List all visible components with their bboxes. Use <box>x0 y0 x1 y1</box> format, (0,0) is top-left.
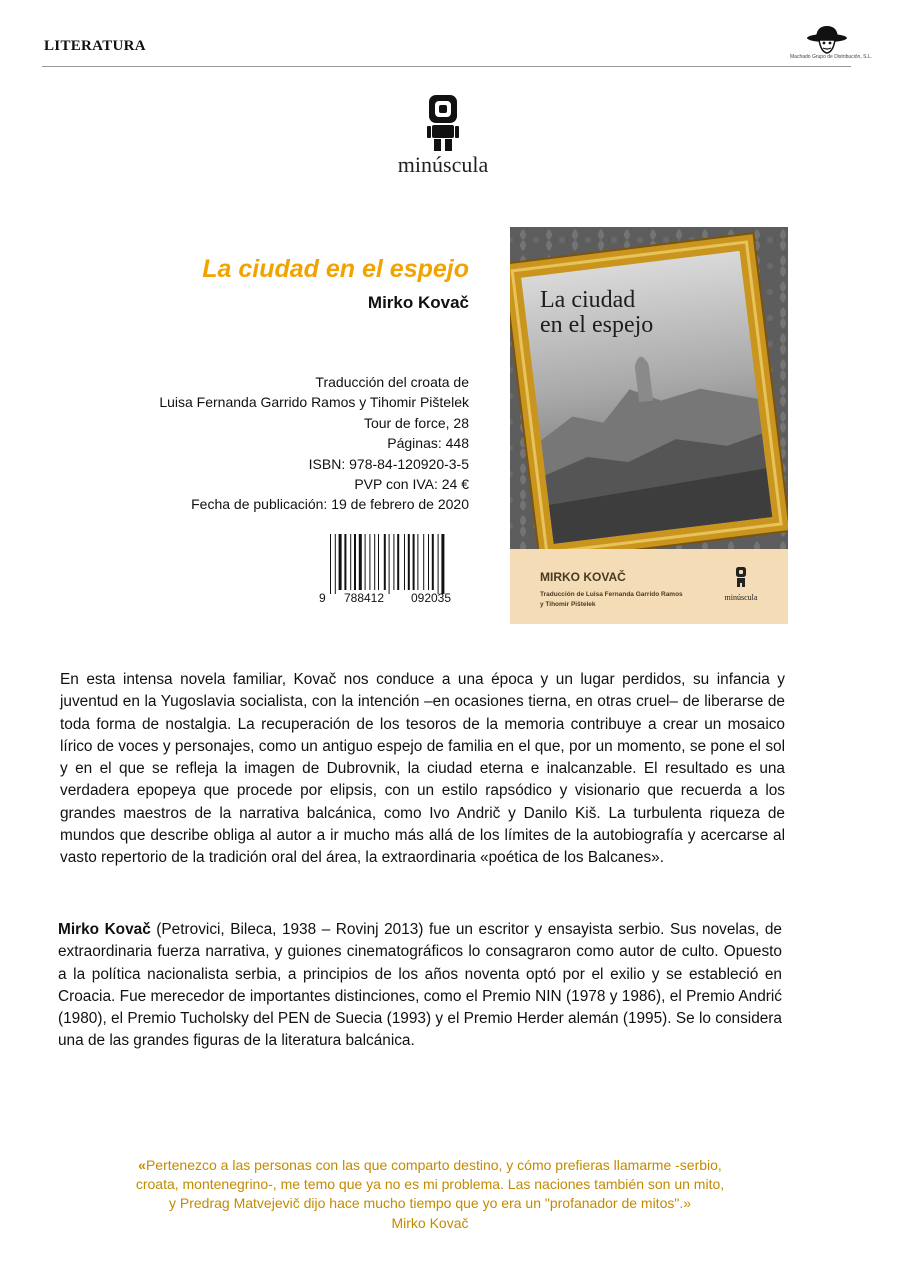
author-bio <box>58 919 782 1053</box>
translation-line: Traducción del croata de <box>315 374 469 390</box>
barcode-bar <box>413 534 415 590</box>
barcode-bar <box>417 534 418 590</box>
book-title: La ciudad en el espejo <box>202 255 469 283</box>
pages-line: Páginas: 448 <box>387 435 469 452</box>
minuscula-logo-icon <box>425 94 461 152</box>
cover-publisher: minúscula <box>724 593 758 602</box>
cover-translators-line1: Traducción de Luisa Fernanda Garrido Ramos <box>540 591 683 598</box>
quote-open-mark: « <box>138 1157 146 1173</box>
barcode-digits-right: 092035 <box>410 591 452 605</box>
bio-text: (Petrovici, Bileca, 1938 – Rovinj 2013) fue un escritor y ensayista serbio. Sus novelas, de extraordinaria fuerza narrativa, y guiones cinematográficos lo consagraron como autor de culto. Opuesto a la política nacionalista serbia, a principios de los años noventa optó por el exilio y se estableció en Croacia. Fue merecedor de importantes distinciones, como el Premio NIN (1978 y 1986), el Premio Andrić (1980), el Premio Tucholsky del PEN de Suecia (1993) y el Premio Herder alemán (1995). Se lo considera una de las grandes figuras de la literatura balcánica. <box>58 921 782 1050</box>
publisher-name: minúscula <box>397 152 489 177</box>
collection-line: Tour de force, 28 <box>363 414 469 431</box>
barcode-bar <box>378 534 379 590</box>
barcode-bar <box>344 534 346 590</box>
quote-attribution: Mirko Kovač <box>391 1214 469 1231</box>
barcode-bar <box>423 534 424 590</box>
barcode <box>314 532 470 606</box>
cover-title-line1: La ciudad <box>540 287 636 313</box>
barcode-bar <box>384 534 386 590</box>
book-author: Mirko Kovač <box>367 293 469 312</box>
price-line: PVP con IVA: 24 € <box>354 476 469 493</box>
isbn-line: ISBN: 978-84-120920-3-5 <box>308 455 469 472</box>
barcode-digit-first: 9 <box>319 591 326 605</box>
cover-title-line2: en el espejo <box>540 312 654 338</box>
barcode-bar <box>408 534 410 590</box>
synopsis-paragraph: En esta intensa novela familiar, Kovač nos conduce a una época y un lugar perdidos, su infancia y juventud en la Yugoslavia socialista, con la intención –en ocasiones tierna, en otras cruel– de liberarse de toda forma de nostalgia. La recuperación de los tesoros de la memoria contribuye a crear un mosaico lírico de voces y personajes, como un antiguo espejo de familia en el que, por un momento, se pone el sol y en el que se refleja la imagen de Dubrovnik, la ciudad eterna e inalcanzable. El resultado es una verdadera epopeya que procede por elipsis, con un estilo rapsódico y visionario que recuerda a los grandes maestros de la narrativa balcánica, como Ivo Andrič y Danilo Kiš. La turbulenta riqueza de mundos que describe obliga al autor a ir mucho más allá de los límites de la autobiografía y acercarse al vasto repertorio de la tradición oral del área, la extraordinaria «poética de los Balcanes». <box>60 671 785 867</box>
barcode-bar <box>428 534 429 590</box>
author-quote <box>60 1156 800 1233</box>
barcode-bar <box>404 534 405 590</box>
barcode-bar <box>369 534 370 590</box>
cover-translators-line2: y Tihomir Pištelek <box>540 601 596 608</box>
barcode-bar <box>393 534 394 590</box>
bio-author-name: Mirko Kovač <box>58 921 151 938</box>
barcode-bar <box>374 534 375 590</box>
header-divider <box>42 66 851 67</box>
barcode-bar <box>339 534 342 590</box>
barcode-digits-left: 788412 <box>343 591 385 605</box>
barcode-bar <box>389 534 390 594</box>
barcode-bar <box>432 534 434 590</box>
barcode-bars <box>330 534 444 594</box>
book-cover <box>510 227 788 624</box>
barcode-bar <box>335 534 336 594</box>
quote-line2: croata, montenegrino-, me temo que ya no es mi problema. Las naciones también son un mito, <box>135 1176 725 1193</box>
barcode-bar <box>350 534 351 590</box>
translators-line: Luisa Fernanda Garrido Ramos y Tihomir Pištelek <box>159 394 469 411</box>
section-label: LITERATURA <box>44 38 146 54</box>
quote-line1: Pertenezco a las personas con las que comparto destino, y cómo prefieras llamarme -serbio, <box>145 1157 722 1173</box>
barcode-bar <box>397 534 399 590</box>
quote-line3: y Predrag Matvejevič dijo hace mucho tiempo que yo era un "profanador de mitos".» <box>169 1195 691 1212</box>
barcode-bar <box>438 534 439 594</box>
barcode-bar <box>365 534 366 590</box>
barcode-bar <box>330 534 331 594</box>
distributor-name: Machado Grupo de Distribución, S.L. <box>790 54 872 60</box>
cover-author: MIRKO KOVAČ <box>540 570 626 584</box>
book-details <box>159 372 469 515</box>
publication-date-line: Fecha de publicación: 19 de febrero de 2020 <box>191 496 469 513</box>
barcode-bar <box>354 534 356 590</box>
barcode-bar <box>359 534 362 590</box>
barcode-bar <box>441 534 444 594</box>
